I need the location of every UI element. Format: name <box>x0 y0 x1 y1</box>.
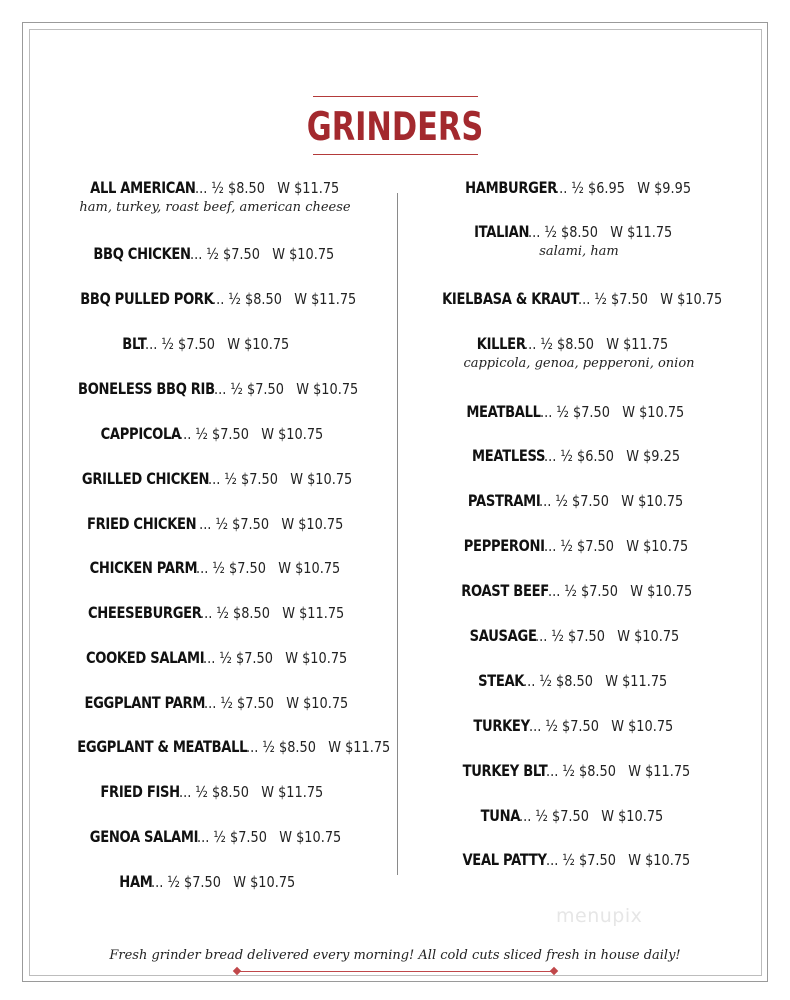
menu-item-prices: ... ½ $6.50 W $9.25 <box>543 447 680 465</box>
menu-item <box>404 536 754 556</box>
menu-item <box>40 693 390 713</box>
menu-item-prices: ... ½ $7.50 W $10.75 <box>547 582 693 600</box>
menu-item-name: COOKED SALAMI <box>85 648 204 667</box>
menu-item-line <box>40 334 390 354</box>
menu-item-name: HAMBURGER <box>464 178 557 197</box>
menu-item-description: salami, ham <box>539 244 619 259</box>
menu-item-prices: ... ½ $7.50 W $10.75 <box>194 515 344 533</box>
menu-item-name: CHICKEN PARM <box>89 558 198 577</box>
menu-item-line <box>404 289 754 309</box>
menu-item-line <box>404 446 754 466</box>
menu-item-name: VEAL PATTY <box>462 850 548 869</box>
menu-item-line <box>40 737 390 757</box>
menu-item-name: BBQ CHICKEN <box>93 244 192 263</box>
menu-item-line <box>40 289 390 309</box>
menu-item <box>404 178 754 198</box>
menu-item <box>404 581 754 601</box>
menu-item-name: GRILLED CHICKEN <box>82 469 210 488</box>
menu-item-name: PASTRAMI <box>467 491 540 510</box>
menu-item <box>404 402 754 422</box>
menu-item-prices: ... ½ $7.50 W $10.75 <box>543 537 689 555</box>
menu-item <box>40 289 390 309</box>
menu-item <box>40 737 390 757</box>
menu-item <box>40 782 390 802</box>
menu-item-prices: ... ½ $7.50 W $10.75 <box>196 828 341 846</box>
menu-item-line <box>404 178 754 198</box>
menu-item-line <box>40 693 390 713</box>
menu-item-prices: ... ½ $8.50 W $11.75 <box>178 783 324 801</box>
footer-rule <box>237 971 554 972</box>
menu-item-prices: ... ½ $6.95 W $9.95 <box>555 179 692 197</box>
menu-item-name: MEATBALL <box>466 402 542 421</box>
menu-item-line <box>40 558 390 578</box>
menu-item-name: EGGPLANT & MEATBALL <box>77 737 248 756</box>
menu-item-name: PEPPERONI <box>464 536 546 555</box>
menu-item-line <box>404 626 754 646</box>
menu-item-line <box>40 379 390 399</box>
menu-item-prices: ... ½ $7.50 W $10.75 <box>196 559 341 577</box>
menu-item <box>40 872 390 892</box>
menu-item <box>40 648 390 668</box>
menu-item-prices: ... ½ $8.50 W $11.75 <box>528 223 673 241</box>
menu-item-prices: ... ½ $7.50 W $10.75 <box>545 851 691 869</box>
menu-item-prices: ... ½ $8.50 W $11.75 <box>524 335 669 353</box>
menu-item-prices: ... ½ $7.50 W $10.75 <box>538 492 683 510</box>
menu-item-line <box>40 827 390 847</box>
menu-item-name: TURKEY BLT <box>462 761 548 780</box>
menu-item-prices: ... ½ $7.50 W $10.75 <box>179 425 324 443</box>
menu-item <box>404 671 754 691</box>
menu-item-name: CHEESEBURGER <box>87 603 202 622</box>
menu-item <box>404 289 754 309</box>
menu-item-line <box>404 536 754 556</box>
menu-item-name: SAUSAGE <box>469 626 537 645</box>
menu-item-name: TURKEY <box>473 716 531 735</box>
menu-item-name: BBQ PULLED PORK <box>79 289 214 308</box>
menu-item <box>40 334 390 354</box>
menu-item-prices: ... ½ $7.50 W $10.75 <box>213 380 359 398</box>
menu-item-description: cappicola, genoa, pepperoni, onion <box>463 356 695 371</box>
menu-item-prices: ... ½ $7.50 W $10.75 <box>208 470 353 488</box>
menu-item-prices: ... ½ $8.50 W $11.75 <box>199 604 345 622</box>
title-rule-bottom <box>313 154 478 155</box>
menu-item-line <box>404 716 754 736</box>
menu-item <box>40 469 390 489</box>
menu-item-name: BONELESS BBQ RIB <box>78 379 216 398</box>
menu-item-line <box>40 514 390 534</box>
menu-item-prices: ... ½ $7.50 W $10.75 <box>535 627 680 645</box>
menu-item-description: ham, turkey, roast beef, american cheese <box>79 200 351 215</box>
menu-item <box>40 379 390 399</box>
menu-item-line <box>40 648 390 668</box>
menu-item-name: FRIED FISH <box>100 782 181 801</box>
menu-item-prices: ... ½ $7.50 W $10.75 <box>518 807 663 825</box>
column-divider <box>397 193 398 875</box>
menu-item-name: MEATLESS <box>472 446 546 465</box>
menu-item-prices: ... ½ $7.50 W $10.75 <box>150 873 295 891</box>
menu-item <box>404 850 754 870</box>
menu-item-prices: ... ½ $7.50 W $10.75 <box>189 245 335 263</box>
menu-item-prices: ... ½ $8.50 W $11.75 <box>522 672 667 690</box>
menu-item-prices: ... ½ $7.50 W $10.75 <box>578 290 723 308</box>
menu-item-name: EGGPLANT PARM <box>84 693 206 712</box>
menu-item-name: CAPPICOLA <box>100 424 181 443</box>
menu-item-name: HAM <box>118 872 153 891</box>
menu-item-line <box>404 222 754 242</box>
menu-item-line <box>40 603 390 623</box>
menu-item-name: ROAST BEEF <box>461 581 550 600</box>
menu-item <box>404 334 754 373</box>
menu-item <box>404 761 754 781</box>
menu-item-name: TUNA <box>480 806 520 825</box>
menu-item <box>40 514 390 534</box>
menu-item <box>40 558 390 578</box>
menu-item-line <box>404 761 754 781</box>
menu-item-line <box>404 850 754 870</box>
menu-item-line <box>404 581 754 601</box>
menu-item-prices: ... ½ $7.50 W $10.75 <box>528 717 674 735</box>
menu-item-prices: ... ½ $8.50 W $11.75 <box>245 738 391 756</box>
menu-item-prices: ... ½ $8.50 W $11.75 <box>211 290 357 308</box>
menu-item-line <box>40 469 390 489</box>
watermark-logo: menupix <box>556 905 643 927</box>
menu-item-line <box>404 671 754 691</box>
menu-item <box>404 446 754 466</box>
menu-item-prices: ... ½ $7.50 W $10.75 <box>204 694 349 712</box>
menu-item-name: FRIED CHICKEN <box>86 514 197 533</box>
menu-item-name: ALL AMERICAN <box>90 178 197 197</box>
menu-item-prices: ... ½ $8.50 W $11.75 <box>546 762 691 780</box>
menu-item-prices: ... ½ $8.50 W $11.75 <box>194 179 340 197</box>
menu-item-line <box>404 491 754 511</box>
menu-item-line <box>40 244 390 264</box>
menu-item-line <box>40 178 390 198</box>
menu-item <box>40 603 390 623</box>
menu-item-line <box>40 782 390 802</box>
menu-item-prices: ... ½ $7.50 W $10.75 <box>145 335 290 353</box>
menu-item-prices: ... ½ $7.50 W $10.75 <box>202 649 347 667</box>
menu-item-line <box>40 424 390 444</box>
menu-item-prices: ... ½ $7.50 W $10.75 <box>539 403 685 421</box>
menu-item-name: BLT <box>122 334 147 353</box>
menu-item <box>404 806 754 826</box>
menu-item <box>40 424 390 444</box>
menu-item-name: GENOA SALAMI <box>89 827 198 846</box>
menu-item <box>40 244 390 264</box>
menu-item-name: KILLER <box>476 334 526 353</box>
menu-item-line <box>404 806 754 826</box>
menu-title: GRINDERS <box>306 105 484 150</box>
menu-item-line <box>404 334 754 354</box>
menu-item-name: STEAK <box>477 671 524 690</box>
menu-item-line <box>404 402 754 422</box>
menu-item <box>40 178 390 217</box>
menu-item-name: ITALIAN <box>474 222 530 241</box>
footer-note: Fresh grinder bread delivered every morning! All cold cuts sliced fresh in house daily! <box>109 948 681 963</box>
menu-item <box>404 716 754 736</box>
menu-item <box>404 626 754 646</box>
menu-item <box>404 491 754 511</box>
menu-item <box>404 222 754 261</box>
title-rule-top <box>313 96 478 97</box>
menu-item <box>40 827 390 847</box>
menu-item-name: KIELBASA & KRAUT <box>442 289 580 308</box>
menu-item-line <box>40 872 390 892</box>
